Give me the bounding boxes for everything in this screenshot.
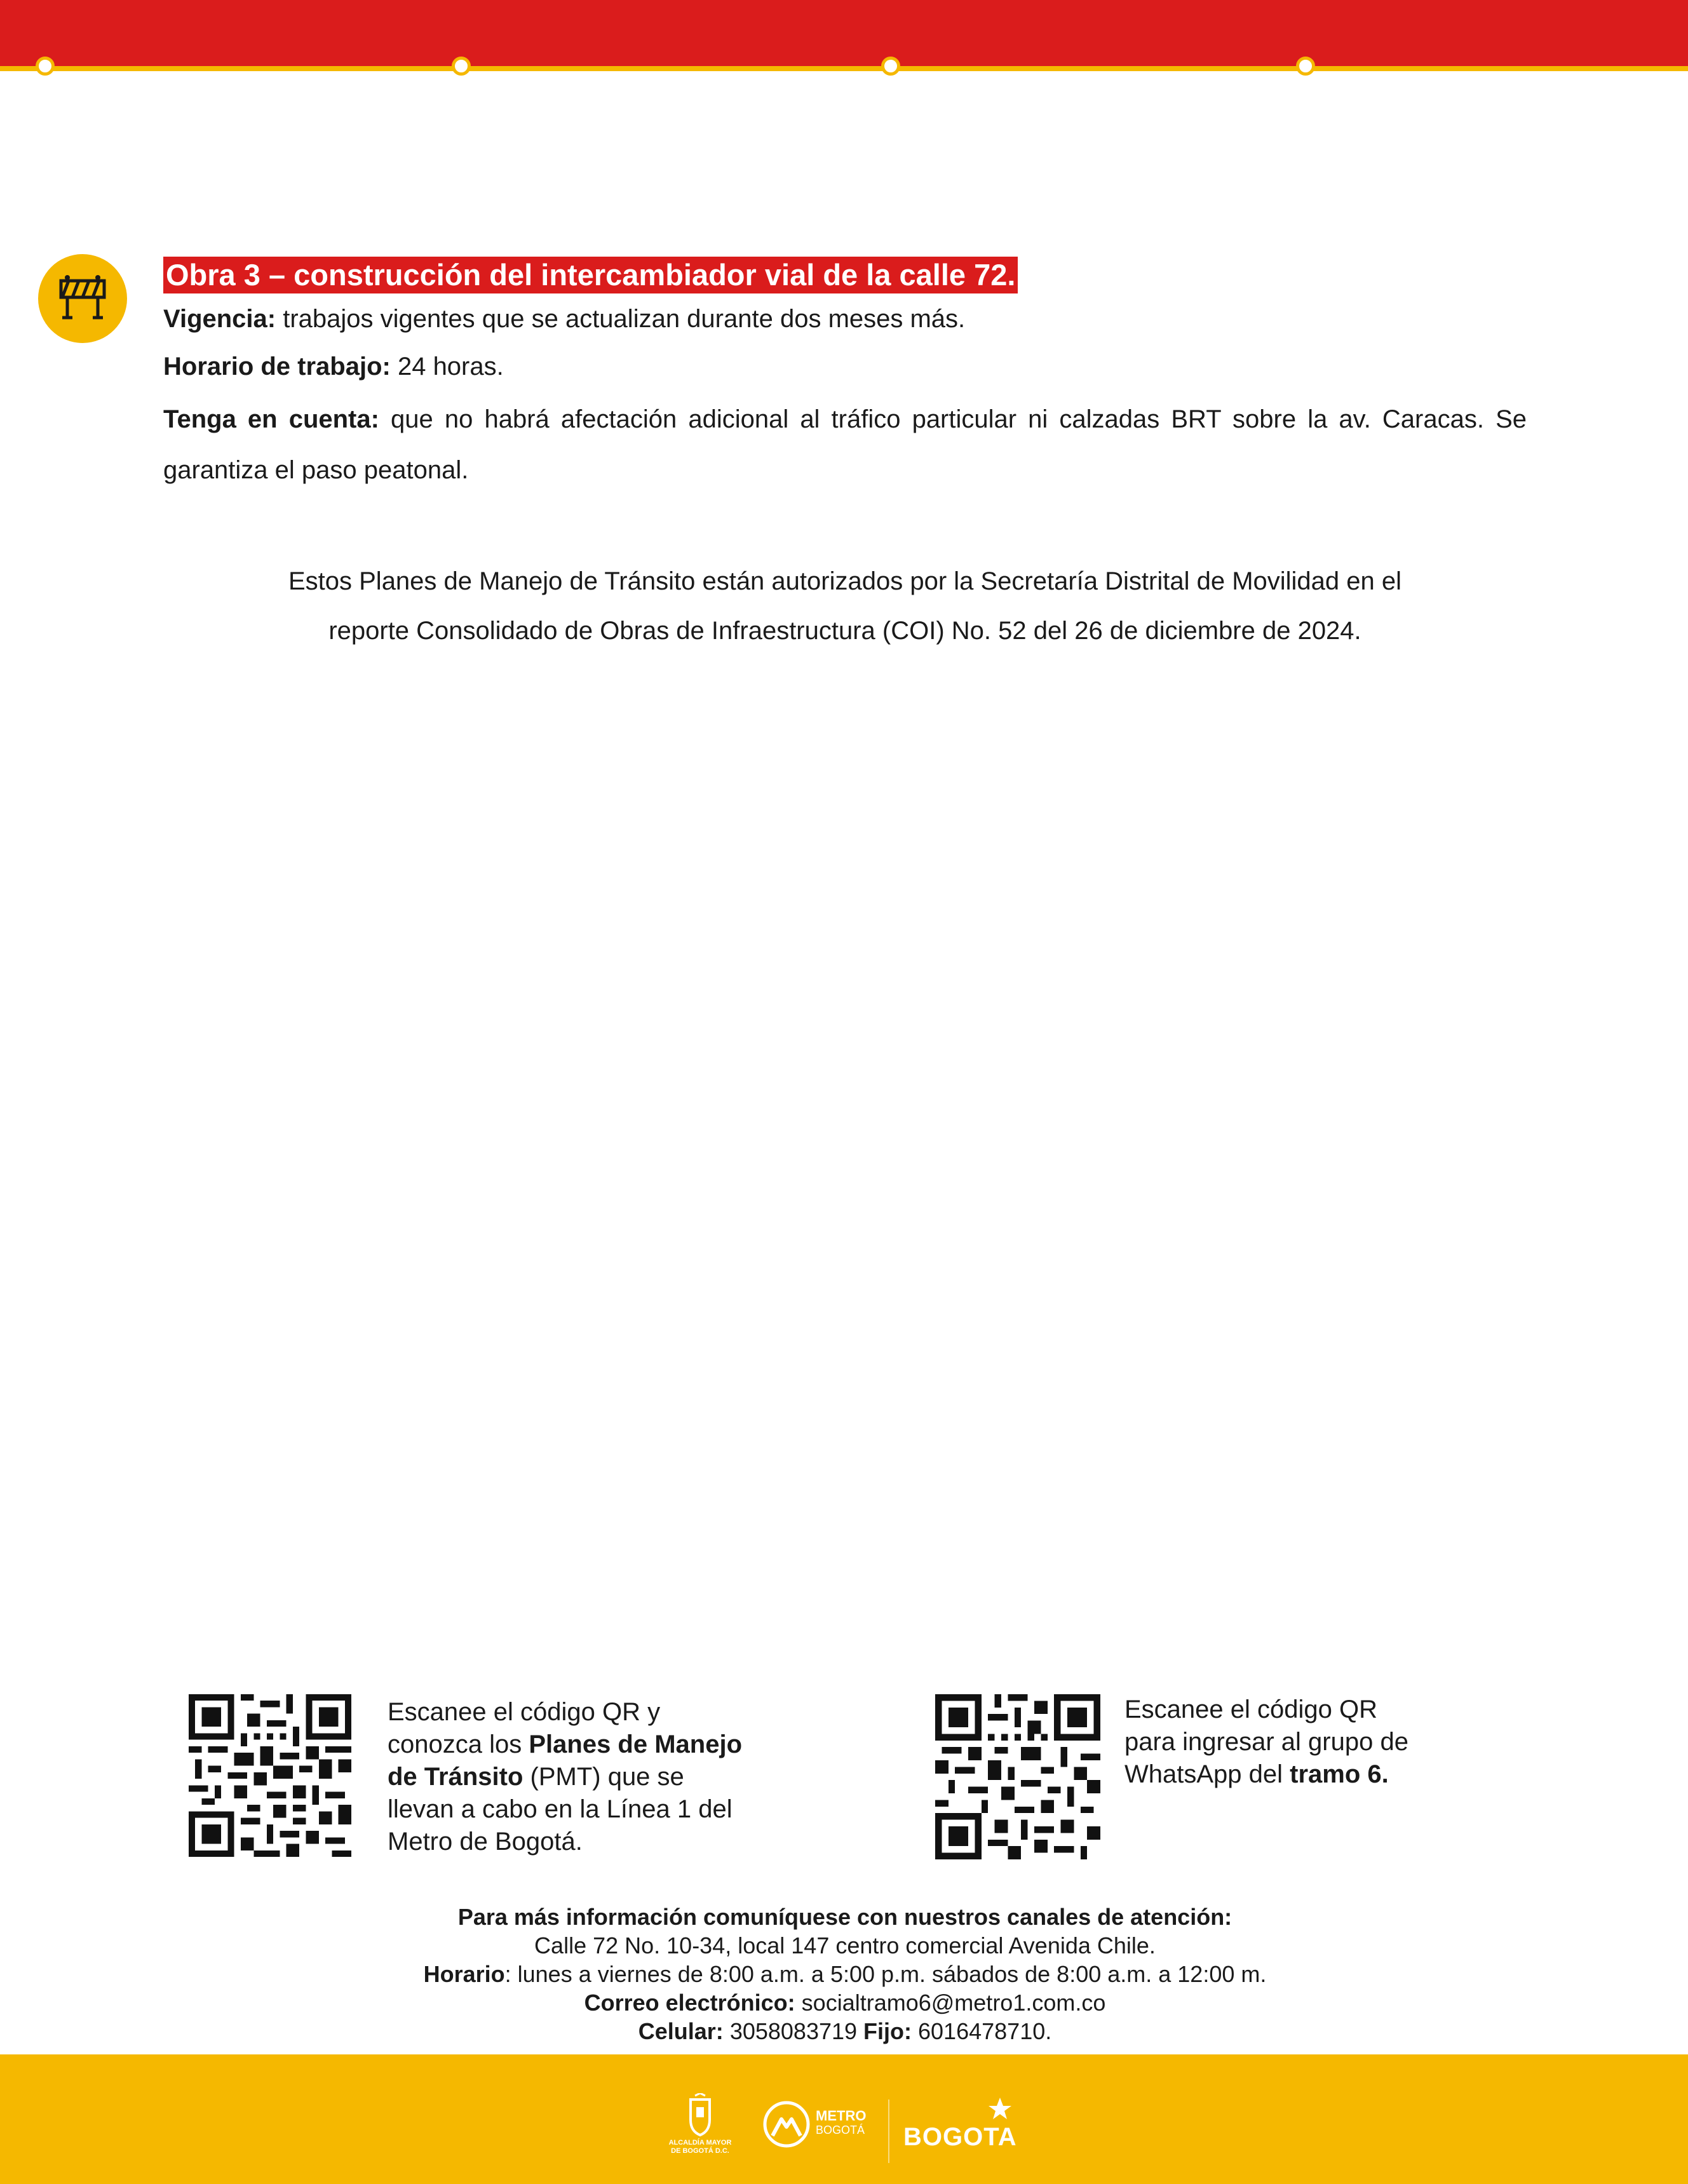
header-band bbox=[0, 0, 1688, 66]
contact-block bbox=[191, 1903, 1499, 2046]
metro-text: BOGOTÁ bbox=[816, 2124, 865, 2136]
qr-left-line bbox=[388, 1729, 742, 1761]
celular-label: Celular: bbox=[638, 2018, 724, 2044]
hours-text: : lunes a viernes de 8:00 a.m. a 5:00 p.m. sábados de 8:00 a.m. a 12:00 m. bbox=[504, 1961, 1267, 1987]
road-barrier-icon bbox=[38, 254, 127, 343]
bogota-text: BOGOTA bbox=[903, 2123, 1017, 2151]
vigencia-label: Vigencia: bbox=[163, 305, 276, 333]
vigencia-text: trabajos vigentes que se actualizan durante dos meses más. bbox=[276, 305, 966, 333]
alcaldia-logo bbox=[668, 2093, 732, 2163]
qr-right-line bbox=[1124, 1758, 1408, 1791]
qr-left-bold: de Tránsito bbox=[388, 1763, 523, 1791]
alcaldia-text: ALCALDÍA MAYOR bbox=[668, 2139, 732, 2147]
alcaldia-text: DE BOGOTÁ D.C. bbox=[671, 2147, 729, 2155]
qr-right-line: Escanee el código QR bbox=[1124, 1695, 1378, 1723]
hours-label: Horario bbox=[423, 1961, 505, 1987]
tenga-paragraph bbox=[163, 394, 1527, 495]
qr-left-text: conozca los bbox=[388, 1730, 529, 1758]
qr-left-line: llevan a cabo en la Línea 1 del bbox=[388, 1795, 733, 1823]
contact-heading: Para más información comuníquese con nuestros canales de atención: bbox=[457, 1904, 1232, 1930]
tenga-text: que no habrá afectación adicional al tráfico particular ni calzadas BRT sobre la av. Caracas. Se garantiza el paso peatonal. bbox=[163, 405, 1527, 484]
shield-icon bbox=[668, 2093, 732, 2144]
header-rule bbox=[0, 66, 1688, 71]
email-link[interactable]: socialtramo6@metro1.com.co bbox=[795, 1990, 1106, 2016]
header-dot bbox=[452, 57, 471, 76]
qr-code-icon[interactable] bbox=[189, 1694, 351, 1857]
fijo-number: 6016478710. bbox=[912, 2018, 1052, 2044]
metro-text: METRO bbox=[816, 2108, 867, 2124]
email-label: Correo electrónico: bbox=[584, 1990, 795, 2016]
vigencia-paragraph bbox=[163, 293, 1527, 344]
horario-text: 24 horas. bbox=[390, 353, 504, 381]
metro-bogota-logo bbox=[762, 2096, 877, 2154]
authorization-line: reporte Consolidado de Obras de Infraestructura (COI) No. 52 del 26 de diciembre de 2024. bbox=[328, 617, 1361, 645]
qr-left-bold: Planes de Manejo bbox=[529, 1730, 743, 1758]
qr-right-line: para ingresar al grupo de bbox=[1124, 1728, 1408, 1756]
metro-mountain-icon bbox=[762, 2100, 811, 2148]
authorization-line: Estos Planes de Manejo de Tránsito están autorizados por la Secretaría Distrital de Movilidad en el bbox=[288, 567, 1402, 595]
contact-phones bbox=[191, 2017, 1499, 2046]
qr-left-line: Escanee el código QR y bbox=[388, 1698, 661, 1726]
authorization-note bbox=[191, 556, 1499, 656]
star-icon bbox=[987, 2096, 1013, 2122]
bogota-logo bbox=[903, 2096, 1030, 2160]
header-dot bbox=[881, 57, 900, 76]
contact-email bbox=[191, 1988, 1499, 2017]
tenga-label: Tenga en cuenta: bbox=[163, 405, 379, 433]
logo-divider bbox=[888, 2100, 889, 2163]
qr-left-caption bbox=[388, 1696, 742, 1858]
qr-code-icon[interactable] bbox=[935, 1694, 1100, 1859]
qr-right-bold: tramo 6. bbox=[1290, 1760, 1389, 1788]
obra-title: Obra 3 – construcción del intercambiador vial de la calle 72. bbox=[163, 257, 1018, 293]
header-dot bbox=[36, 57, 55, 76]
qr-right-caption bbox=[1124, 1694, 1408, 1791]
fijo-label: Fijo: bbox=[863, 2018, 912, 2044]
qr-right-text: WhatsApp del bbox=[1124, 1760, 1290, 1788]
contact-hours bbox=[191, 1960, 1499, 1988]
horario-label: Horario de trabajo: bbox=[163, 353, 391, 381]
header-dot bbox=[1296, 57, 1315, 76]
qr-left-line: Metro de Bogotá. bbox=[388, 1828, 583, 1856]
horario-paragraph bbox=[163, 344, 1527, 389]
contact-address: Calle 72 No. 10-34, local 147 centro comercial Avenida Chile. bbox=[534, 1932, 1156, 1958]
obra-section bbox=[163, 257, 1527, 495]
celular-number: 3058083719 bbox=[723, 2018, 864, 2044]
qr-left-text: (PMT) que se bbox=[523, 1763, 684, 1791]
qr-left-line bbox=[388, 1761, 742, 1793]
